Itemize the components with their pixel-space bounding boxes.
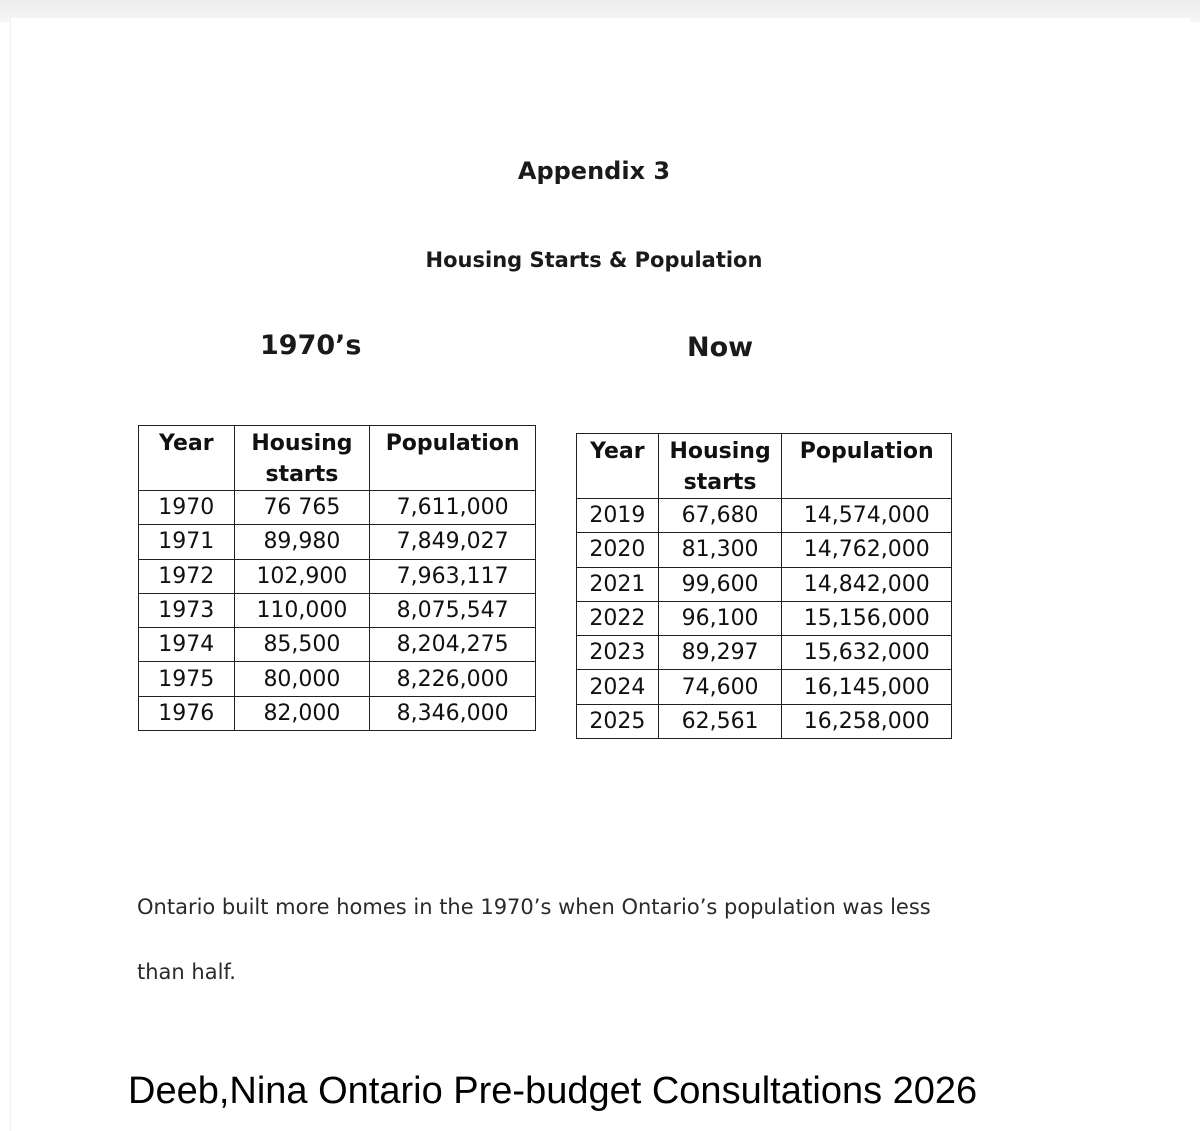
cell-year: 2024 — [577, 670, 659, 704]
table-1970s — [138, 425, 536, 731]
cell-year: 1974 — [139, 628, 235, 662]
cell-year: 1971 — [139, 525, 235, 559]
cell-year: 1975 — [139, 662, 235, 696]
table-row — [139, 525, 536, 559]
cell-population: 14,574,000 — [782, 499, 952, 533]
cell-housing-starts: 102,900 — [234, 559, 370, 593]
cell-population: 7,611,000 — [370, 491, 536, 525]
cell-housing-starts: 67,680 — [658, 499, 782, 533]
cell-year: 2023 — [577, 636, 659, 670]
cell-housing-starts: 62,561 — [658, 704, 782, 738]
table-header-row — [139, 426, 536, 491]
column-header-population: Population — [370, 426, 536, 491]
table-row — [139, 696, 536, 730]
cell-population: 15,156,000 — [782, 601, 952, 635]
cell-population: 16,145,000 — [782, 670, 952, 704]
cell-year: 1972 — [139, 559, 235, 593]
cell-year: 2020 — [577, 533, 659, 567]
heading-now: Now — [687, 332, 754, 363]
cell-year: 1976 — [139, 696, 235, 730]
cell-population: 8,075,547 — [370, 593, 536, 627]
cell-housing-starts: 74,600 — [658, 670, 782, 704]
table-row — [577, 636, 952, 670]
table-now — [576, 433, 952, 739]
table-row — [577, 601, 952, 635]
cell-housing-starts: 110,000 — [234, 593, 370, 627]
document-subtitle: Housing Starts & Population — [425, 248, 763, 272]
cell-housing-starts: 89,297 — [658, 636, 782, 670]
column-header-year: Year — [577, 434, 659, 499]
cell-housing-starts: 89,980 — [234, 525, 370, 559]
cell-year: 2021 — [577, 567, 659, 601]
table-row — [139, 559, 536, 593]
conclusion-text-line2: than half. — [137, 960, 236, 984]
column-header-year: Year — [139, 426, 235, 491]
table-row — [577, 533, 952, 567]
cell-housing-starts: 82,000 — [234, 696, 370, 730]
cell-population: 14,762,000 — [782, 533, 952, 567]
appendix-title: Appendix 3 — [517, 157, 671, 185]
column-header-housing-starts: Housing starts — [658, 434, 782, 499]
footer-caption: Deeb,Nina Ontario Pre-budget Consultations 2026 — [128, 1070, 978, 1112]
table-row — [139, 628, 536, 662]
table-row — [139, 593, 536, 627]
cell-year: 2022 — [577, 601, 659, 635]
conclusion-text-line1: Ontario built more homes in the 1970’s when Ontario’s population was less — [137, 895, 931, 919]
cell-year: 1970 — [139, 491, 235, 525]
column-header-housing-starts: Housing starts — [234, 426, 370, 491]
cell-year: 2025 — [577, 704, 659, 738]
cell-housing-starts: 80,000 — [234, 662, 370, 696]
cell-population: 8,346,000 — [370, 696, 536, 730]
cell-population: 8,226,000 — [370, 662, 536, 696]
cell-population: 16,258,000 — [782, 704, 952, 738]
cell-population: 7,849,027 — [370, 525, 536, 559]
table-row — [577, 670, 952, 704]
cell-housing-starts: 76 765 — [234, 491, 370, 525]
column-header-population: Population — [782, 434, 952, 499]
table-row — [577, 704, 952, 738]
cell-population: 7,963,117 — [370, 559, 536, 593]
cell-population: 14,842,000 — [782, 567, 952, 601]
table-row — [139, 491, 536, 525]
cell-housing-starts: 81,300 — [658, 533, 782, 567]
cell-housing-starts: 96,100 — [658, 601, 782, 635]
heading-1970s: 1970’s — [260, 330, 362, 361]
table-header-row — [577, 434, 952, 499]
table-row — [139, 662, 536, 696]
cell-population: 8,204,275 — [370, 628, 536, 662]
cell-housing-starts: 85,500 — [234, 628, 370, 662]
table-row — [577, 499, 952, 533]
cell-year: 1973 — [139, 593, 235, 627]
table-row — [577, 567, 952, 601]
cell-housing-starts: 99,600 — [658, 567, 782, 601]
cell-population: 15,632,000 — [782, 636, 952, 670]
cell-year: 2019 — [577, 499, 659, 533]
